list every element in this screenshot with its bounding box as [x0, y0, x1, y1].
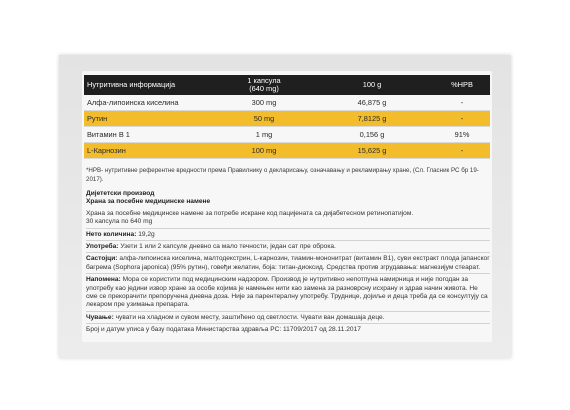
- ingredients-label: Састојци:: [86, 255, 118, 263]
- nutrient-name: Витамин В 1: [84, 127, 218, 143]
- note-value: Мора се користити под медицинским надзором. Производ је нутритивно непотпуна намирница и није погодан за употребу као једини извор хране за особе којима је намењен нити као замена за разноврсну исхрану и здрав начин живота. Не сме се прекорачити препоручена дневна доза. Није за парентералну употребу. Труднице, дојиље и деца треба да се консултују са лекаром пре узимања препарата.: [86, 276, 488, 309]
- nrv-value: -: [434, 143, 490, 159]
- capsule-count: 30 капсула по 640 mg: [86, 218, 153, 226]
- nrv-value: -: [434, 95, 490, 111]
- nutrition-row: [84, 111, 490, 127]
- per-100g-value: 15,625 g: [310, 143, 434, 159]
- label-panel: [82, 71, 492, 342]
- nutrition-row: [84, 127, 490, 143]
- usage-label: Употреба:: [86, 243, 119, 251]
- product-subtitle: Храна за посебне медицинске намене: [86, 198, 211, 206]
- ingredients-value: алфа-липоинска киселина, малтодекстрин, L-карнозин, тиамин-мононитрат (витамин В1), суви екстракт плода јапанског багрема (Sophora japonica) (95% рутин), говеђи желатин, боја: титан-диоксид. Средства против згрудавања: магнезијум стеарат.: [86, 255, 490, 271]
- ingredients: [86, 255, 490, 272]
- header-per-100g: 100 g: [310, 75, 434, 95]
- per-100g-value: 0,156 g: [310, 127, 434, 143]
- per-100g-value: 7,8125 g: [310, 111, 434, 127]
- storage-value: чувати на хладном и сувом месту, заштићено од светлости. Чувати ван домашаја деце.: [113, 313, 385, 321]
- label-text-block: [86, 190, 490, 335]
- registration-info: Број и датум уписа у базу података Министарства здравља РС: 11709/2017 од 28.11.2017: [86, 326, 361, 334]
- divider: [86, 273, 490, 274]
- per-capsule-value: 50 mg: [218, 111, 310, 127]
- product-type: Дијететски производ: [86, 190, 155, 197]
- nutrient-name: Алфа-липоинска киселина: [84, 95, 218, 111]
- nutrition-row: [84, 143, 490, 159]
- net-value: 19,2g: [136, 230, 155, 238]
- per-capsule-value: 1 mg: [218, 127, 310, 143]
- storage-label: Чување:: [86, 313, 114, 321]
- nrv-footnote: *НРВ- нутритивне референтне вредности према Правилнику о декларисању, означавању и рекламирању хране, (Сл. Гласник РС бр 19-2017).: [86, 167, 479, 183]
- nutrient-name: L-Карнозин: [84, 143, 218, 159]
- divider: [86, 228, 490, 229]
- storage: [86, 314, 490, 322]
- divider: [86, 240, 490, 241]
- divider: [86, 311, 490, 312]
- nutrition-header-row: [84, 75, 490, 95]
- nutrition-table: [84, 75, 490, 159]
- nutrition-row: [84, 95, 490, 111]
- note-label: Напомена:: [86, 276, 121, 284]
- per-capsule-value: 100 mg: [218, 143, 310, 159]
- net-quantity: [86, 231, 490, 239]
- nrv-value: -: [434, 111, 490, 127]
- nutrient-name: Рутин: [84, 111, 218, 127]
- net-label: Нето количина:: [86, 230, 137, 238]
- usage-value: Узети 1 или 2 капсуле дневно са мало течности, један сат пре оброка.: [118, 243, 336, 251]
- per-100g-value: 46,875 g: [310, 95, 434, 111]
- divider: [86, 323, 490, 324]
- warning-note: [86, 276, 490, 310]
- header-nutrition-info: Нутритивна информација: [84, 75, 218, 95]
- header-nrv: %НРВ: [434, 75, 490, 95]
- usage: [86, 243, 490, 251]
- header-per-capsule: 1 капсула (640 mg): [218, 75, 310, 95]
- nrv-value: 91%: [434, 127, 490, 143]
- divider: [86, 252, 490, 253]
- purpose-text: Храна за посебне медицинске намене за потребе искране код пацијената са дијабетесном ретинопатијом.: [86, 209, 414, 217]
- per-capsule-value: 300 mg: [218, 95, 310, 111]
